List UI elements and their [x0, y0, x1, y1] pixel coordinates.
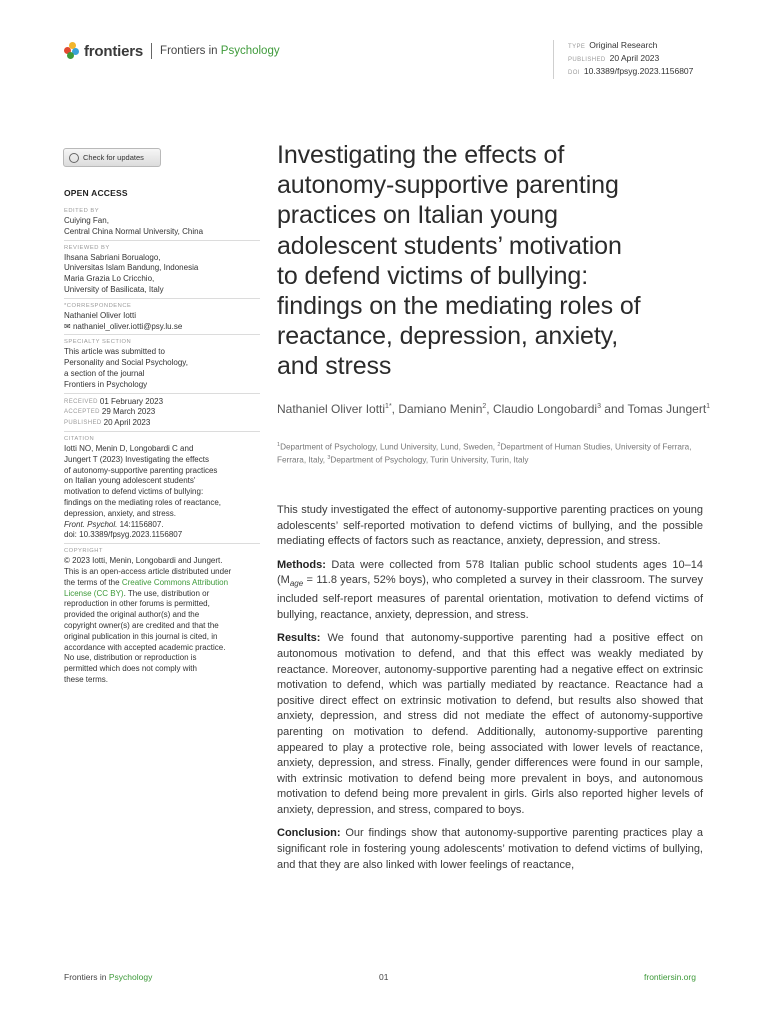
open-access-label: OPEN ACCESS [64, 188, 128, 198]
specialty-section-label: SPECIALTY SECTION [64, 339, 132, 346]
update-check-icon [69, 153, 79, 163]
divider [64, 393, 260, 394]
copyright-line: these terms. [64, 674, 109, 684]
copyright-line: the terms of the Creative Commons Attribution [64, 577, 229, 587]
cc-license-link[interactable]: Creative Commons Attribution [121, 577, 229, 587]
citation-journal: Front. Psychol. 14:1156807. [64, 519, 164, 529]
citation-doi[interactable]: doi: 10.3389/fpsyg.2023.1156807 [64, 530, 183, 540]
edited-by-label: EDITED BY [64, 208, 100, 214]
citation-label: CITATION [64, 435, 95, 442]
footer-journal[interactable]: Frontiers in Psychology [64, 972, 153, 982]
author-name[interactable]: Damiano Menin$^2$ [398, 402, 487, 416]
correspondence-label: *CORRESPONDENCE [64, 302, 132, 309]
citation-line: depression, anxiety, and stress. [64, 508, 176, 518]
editor-affiliation: Central China Normal University, China [64, 226, 204, 236]
journal-header [64, 42, 280, 60]
author-name[interactable]: Tomas Jungert$^1$ [627, 402, 711, 416]
cc-license-link[interactable]: License (CC BY) [64, 588, 124, 598]
copyright-line: accordance with accepted academic practice. [64, 642, 226, 652]
author-list: Nathaniel Oliver Iotti$^{1*}$, Damiano Menin$^2$, Claudio Longobardi$^3$ and Tomas Jungert$^1$ [277, 402, 711, 416]
header-divider [151, 43, 152, 59]
abstract-intro: This study investigated the effect of autonomy-supportive parenting practices on young adolescents’ self-reported motivation to defend victims of bullying, and the possible mediating effects of factors such as reactance, anxiety, depression, and stress. [277, 504, 703, 548]
affiliations: $^1$Department of Psychology, Lund University, Lund, Sweden, $^2$Department of Human Studies, University of Ferrara, Ferrara, Italy, $^3$Department of Psychology, Turin University, Turin, Italy [277, 442, 692, 465]
editor-name: Cuiying Fan, [64, 216, 109, 225]
citation-line: motivation to defend victims of bullying: [64, 487, 204, 497]
date-published: PUBLISHED 20 April 2023 [64, 418, 151, 428]
specialty-line: Frontiers in Psychology [64, 379, 148, 389]
citation-line: Iotti NO, Menin D, Longobardi C and [64, 443, 194, 453]
meta-doi[interactable]: DOI 10.3389/fpsyg.2023.1156807 [568, 66, 694, 76]
reviewer-name: Maria Grazia Lo Cricchio, [64, 274, 155, 284]
abstract-conclusion: Conclusion: Our findings show that autonomy-supportive parenting practices play a significant role in fostering young adolescents’ motivation to defend victims of bullying, and that they are also linked with lower feelings of reactance, [277, 827, 703, 871]
copyright-line: License (CC BY). The use, distribution or [64, 588, 210, 598]
footer-site-link[interactable]: frontiersin.org [644, 972, 696, 982]
date-received: RECEIVED 01 February 2023 [64, 396, 164, 406]
check-for-updates-button[interactable] [63, 148, 161, 167]
copyright-label: COPYRIGHT [64, 548, 103, 555]
copyright-line: permitted which does not comply with [64, 664, 197, 674]
divider [64, 298, 260, 299]
correspondence-name: Nathaniel Oliver Iotti [64, 310, 137, 320]
reviewed-by-label: REVIEWED BY [64, 244, 110, 251]
frontiers-logo-icon [64, 42, 80, 60]
specialty-line: Personality and Social Psychology, [64, 358, 188, 368]
frontiers-logo-text[interactable]: frontiers [84, 42, 144, 60]
journal-name[interactable]: Frontiers in Psychology [160, 45, 280, 57]
correspondence-email-link[interactable]: ✉ nathaniel_oliver.iotti@psy.lu.se [64, 321, 183, 331]
author-name[interactable]: Claudio Longobardi$^3$ [492, 402, 601, 416]
copyright-line: This is an open-access article distributed under [64, 566, 232, 576]
specialty-line: This article was submitted to [64, 347, 165, 357]
article-title: Investigating the effects of autonomy-supportive parenting practices on Italian young adolescent students’ motivation to defend victims of bullying: findings on the mediating roles of reactance, depression, anxiety, and stress [277, 141, 641, 381]
reviewer-affiliation: University of Basilicata, Italy [64, 284, 164, 294]
copyright-line: provided the original author(s) and the [64, 610, 200, 620]
copyright-line: copyright owner(s) are credited and that the [64, 620, 219, 630]
meta-type: TYPE Original Research [568, 40, 658, 50]
divider [64, 334, 260, 335]
citation-line: findings on the mediating roles of reactance, [64, 497, 221, 507]
copyright-line: reproduction in other forums is permitted, [64, 599, 210, 609]
reviewer-name: Ihsana Sabriani Borualogo, [64, 252, 161, 262]
reviewer-affiliation: Universitas Islam Bandung, Indonesia [64, 263, 199, 273]
date-accepted: ACCEPTED 29 March 2023 [64, 407, 156, 417]
author-name[interactable]: Nathaniel Oliver Iotti$^{1*}$ [277, 402, 392, 416]
copyright-line: © 2023 Iotti, Menin, Longobardi and Jungert. [64, 556, 223, 566]
check-updates-label: Check for updates [83, 153, 144, 162]
sidebar-editorial [64, 207, 264, 686]
divider [64, 543, 260, 544]
copyright-line: No use, distribution or reproduction is [64, 653, 197, 663]
copyright-line: original publication in this journal is cited, in [64, 631, 218, 641]
article-meta [553, 40, 693, 79]
divider [64, 240, 260, 241]
abstract-results: Results: We found that autonomy-supportive parenting had a positive effect on autonomous motivation to defend, and that this effect was weakly mediated by reactance. Moreover, autonomy-supportive parenting had a negative effect on extrinsic motivation to defend, which was partially mediated by reactance. Reactance had a positive direct effect on extrinsic motivation to defend, but results also showed that anxiety, depression, and stress did not mediate the effect of autonomy-supportive parenting on motivation to defend. Additionally, autonomy-supportive parenting appeared to play a protective role, being associated with lower levels of reactance, anxiety, depression, and stress. Finally, gender differences were found in our sample, with extrinsic motivation to defend being more prevalent in boys, and autonomous motivation to defend being more prevalent in girls. Girls also reported higher levels of anxiety, depression, and stress, compared to boys. [277, 632, 703, 816]
meta-published: PUBLISHED 20 April 2023 [568, 53, 660, 63]
citation-line: Jungert T (2023) Investigating the effects [64, 454, 209, 464]
specialty-line: a section of the journal [64, 368, 145, 378]
abstract [277, 503, 703, 881]
divider [64, 431, 260, 432]
page-number: 01 [379, 972, 389, 982]
email-icon: ✉ [64, 321, 71, 331]
citation-line: of autonomy-supportive parenting practices [64, 465, 218, 475]
citation-line: on Italian young adolescent students' [64, 476, 196, 486]
abstract-methods: Methods: Data were collected from 578 Italian public school students ages 10–14 ($M_{age} = 11.8$ years, 52% boys), who completed a survey in their classroom. The survey included self-report measures of parental orientation, motivation to defend victims of bullying, reactance, anxiety, depression, and stress. [277, 558, 703, 621]
